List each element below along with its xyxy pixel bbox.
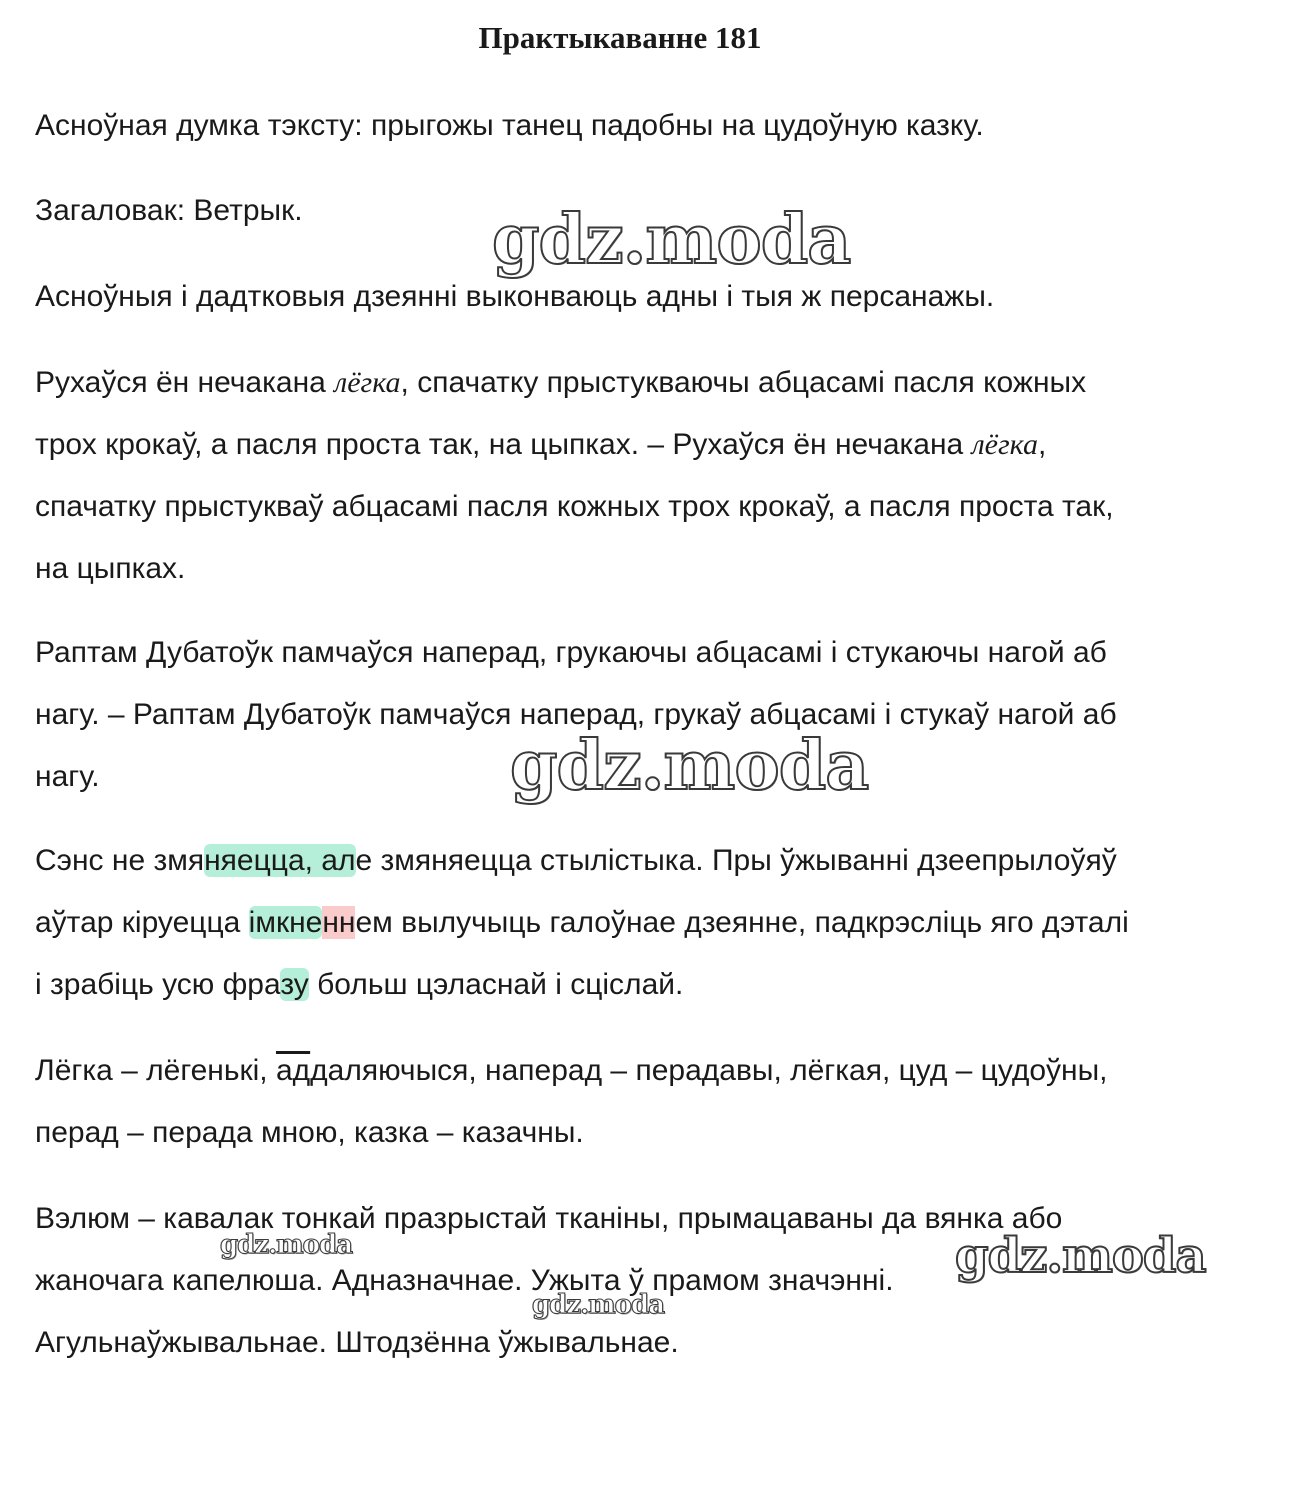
sentence-2-line-1: Раптам Дубатоўк памчаўся наперад, грукаючы абцасамі і стукаючы нагой аб (35, 636, 1107, 669)
sentence-1-line-4: на цыпках. (35, 552, 186, 585)
text-segment: трох крокаў, а пасля проста так, на цыпках. – Рухаўся ён нечакана (35, 428, 972, 461)
main-idea-paragraph (35, 95, 1225, 157)
page-title: Практыкаванне 181 (478, 20, 762, 55)
highlight-mark: нн (322, 906, 356, 939)
watermark-logo: gdz.moda (510, 726, 869, 806)
sentence-1-paragraph (35, 352, 1225, 600)
sentence-1-line-3: спачатку прыстукваў абцасамі пасля кожных трох крокаў, а пасля проста так, (35, 490, 1114, 523)
italic-word: лёгка (334, 366, 401, 399)
main-idea-text: Асноўная думка тэксту: прыгожы танец падобны на цудоўную казку. (35, 109, 984, 142)
text-segment: Рухаўся ён нечакана (35, 366, 335, 399)
text-segment: і зрабіць усю фра (35, 968, 281, 1001)
watermark-logo: gdz.moda (532, 1290, 665, 1320)
sentence-2-line-2: нагу. – Раптам Дубатоўк памчаўся наперад, грукаў абцасамі і стукаў нагой аб (35, 698, 1117, 731)
veil-line-2: жаночага капелюша. Адназначнае. Ужыта ў прамом значэнні. (35, 1264, 894, 1297)
word-pairs-line-2: перад – перада мною, казка – казачны. (35, 1116, 584, 1149)
prefix-mark: ад (275, 1054, 311, 1087)
highlight-mark: зу (280, 968, 309, 1001)
highlight-mark: імкне (248, 906, 323, 939)
text-segment: больш цэласнай і сціслай. (308, 968, 684, 1001)
highlight-mark: няецца, ал (204, 844, 356, 877)
meaning-paragraph (35, 830, 1225, 1016)
word-pairs-paragraph (35, 1040, 1225, 1164)
text-segment: Лёгка – лёгенькі, (35, 1054, 276, 1087)
word-pairs-line-1 (35, 1040, 1225, 1102)
italic-word: лёгка (971, 428, 1038, 461)
text-segment: Сэнс не змя (35, 844, 205, 877)
veil-line-3: Агульнаўжывальнае. Штодзённа ўжывальнае. (35, 1326, 679, 1359)
veil-line-1: Вэлюм – кавалак тонкай празрыстай тканіны, прымацаваны да вянка або (35, 1202, 1063, 1235)
sentence-1-line-2 (35, 414, 1225, 476)
meaning-line-2 (35, 892, 1225, 954)
text-segment: аўтар кіруецца (35, 906, 249, 939)
watermark-logo: gdz.moda (492, 200, 851, 280)
meaning-line-1 (35, 830, 1225, 892)
text-segment: , спачатку прыстукваючы абцасамі пасля кожных (400, 366, 1087, 399)
watermark-logo: gdz.moda (220, 1230, 353, 1260)
text-segment: , (1037, 428, 1047, 461)
heading-text: Загаловак: Ветрык. (35, 194, 303, 227)
text-segment: е змяняецца стылістыка. Пры ўжыванні дзеепрылоўяў (355, 844, 1117, 877)
meaning-line-3 (35, 954, 1225, 1016)
sentence-1-line-1 (35, 352, 1225, 414)
text-segment: ем вылучыць галоўнае дзеянне, падкрэсліць яго дэталі (355, 906, 1129, 939)
text-segment: даляючыся, наперад – перадавы, лёгкая, цуд – цудоўны, (310, 1054, 1108, 1087)
actions-text: Асноўныя і дадтковыя дзеянні выконваюць адны і тыя ж персанажы. (35, 280, 995, 313)
sentence-2-line-3: нагу. (35, 760, 100, 793)
watermark-logo: gdz.moda (955, 1228, 1206, 1284)
